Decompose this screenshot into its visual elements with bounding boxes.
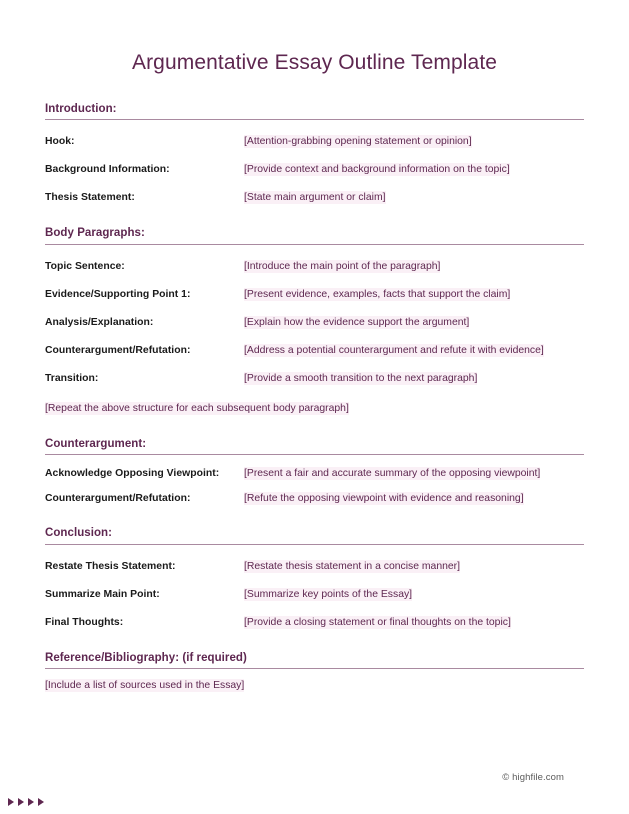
reference-note-text: [Include a list of sources used in the Essay] <box>45 679 245 691</box>
body-paragraphs-note-text: [Repeat the above structure for each subsequent body paragraph] <box>45 402 349 414</box>
outline-row <box>45 260 584 273</box>
document-body <box>45 102 584 692</box>
row-value <box>244 467 584 480</box>
outline-row <box>45 492 584 505</box>
row-value-text: [Restate thesis statement in a concise manner] <box>244 560 461 572</box>
row-value-text: [Introduce the main point of the paragraph] <box>244 260 441 272</box>
row-label: Background Information: <box>45 164 170 176</box>
row-value-text: [State main argument or claim] <box>244 192 386 204</box>
section-heading-body-paragraphs: Body Paragraphs: <box>45 226 584 244</box>
row-value <box>244 344 584 357</box>
section-conclusion <box>45 526 584 628</box>
row-value <box>244 616 584 629</box>
row-value-text: [Address a potential counterargument and refute it with evidence] <box>244 344 544 356</box>
section-reference-bibliography <box>45 651 584 692</box>
row-value <box>244 135 584 148</box>
section-heading-conclusion: Conclusion: <box>45 526 584 544</box>
outline-row <box>45 316 584 329</box>
footer-credit: © highfile.com <box>502 772 564 783</box>
row-value-text: [Provide a smooth transition to the next paragraph] <box>244 372 478 384</box>
row-value <box>244 163 584 176</box>
row-label: Thesis Statement: <box>45 192 135 204</box>
outline-row <box>45 560 584 573</box>
section-counterargument <box>45 437 584 505</box>
outline-row <box>45 288 584 301</box>
row-value <box>244 288 584 301</box>
row-value <box>244 260 584 273</box>
outline-row <box>45 135 584 148</box>
row-value-text: [Attention-grabbing opening statement or opinion] <box>244 136 472 148</box>
row-value <box>244 492 584 505</box>
section-heading-introduction: Introduction: <box>45 102 584 120</box>
outline-row <box>45 467 584 480</box>
row-label: Transition: <box>45 372 99 384</box>
outline-row <box>45 191 584 204</box>
triangle-right-icon <box>8 798 14 806</box>
row-value <box>244 191 584 204</box>
row-label: Acknowledge Opposing Viewpoint: <box>45 468 220 480</box>
row-value-text: [Present evidence, examples, facts that support the claim] <box>244 288 511 300</box>
row-value-text: [Provide a closing statement or final thoughts on the topic] <box>244 616 511 628</box>
section-rows-body-paragraphs <box>45 260 584 385</box>
section-rows-conclusion <box>45 560 584 629</box>
row-value-text: [Summarize key points of the Essay] <box>244 588 413 600</box>
page-title: Argumentative Essay Outline Template <box>131 51 498 74</box>
reference-note <box>45 679 584 692</box>
row-label: Hook: <box>45 136 75 148</box>
section-heading-reference-bibliography: Reference/Bibliography: (if required) <box>45 651 584 669</box>
section-rows-counterargument <box>45 467 584 505</box>
row-label: Summarize Main Point: <box>45 588 160 600</box>
section-rows-introduction <box>45 135 584 204</box>
footer-decoration <box>8 798 44 806</box>
triangle-right-icon <box>38 798 44 806</box>
outline-row <box>45 163 584 176</box>
row-label: Final Thoughts: <box>45 616 124 628</box>
section-heading-counterargument: Counterargument: <box>45 437 584 455</box>
triangle-right-icon <box>18 798 24 806</box>
row-value <box>244 560 584 573</box>
row-value <box>244 316 584 329</box>
section-introduction <box>45 102 584 204</box>
row-value-text: [Present a fair and accurate summary of the opposing viewpoint] <box>244 468 541 480</box>
row-label: Counterargument/Refutation: <box>45 344 191 356</box>
body-paragraphs-note <box>45 402 584 415</box>
row-label: Restate Thesis Statement: <box>45 560 176 572</box>
row-label: Analysis/Explanation: <box>45 316 154 328</box>
outline-row <box>45 588 584 601</box>
triangle-right-icon <box>28 798 34 806</box>
section-body-paragraphs <box>45 226 584 414</box>
outline-row <box>45 344 584 357</box>
row-value-text: [Provide context and background information on the topic] <box>244 164 510 176</box>
row-label: Counterargument/Refutation: <box>45 493 191 505</box>
row-value-text: [Refute the opposing viewpoint with evidence and reasoning] <box>244 493 524 505</box>
row-value-text: [Explain how the evidence support the argument] <box>244 316 470 328</box>
row-value <box>244 588 584 601</box>
outline-row <box>45 372 584 385</box>
row-label: Topic Sentence: <box>45 260 125 272</box>
row-value <box>244 372 584 385</box>
outline-row <box>45 616 584 629</box>
row-label: Evidence/Supporting Point 1: <box>45 288 191 300</box>
